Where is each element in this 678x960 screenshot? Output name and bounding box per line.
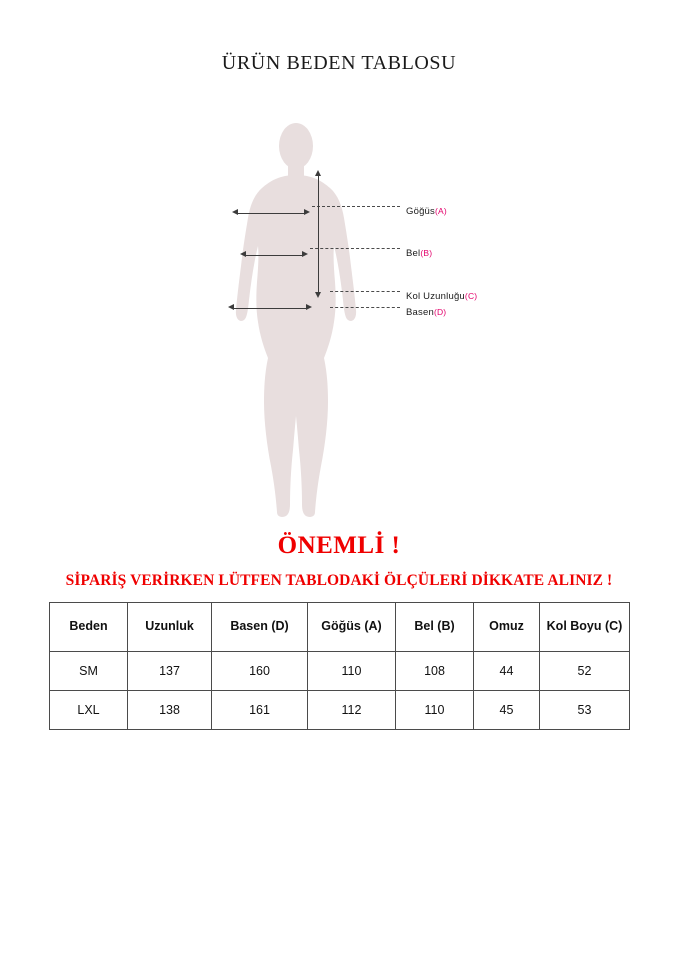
label-hips: [406, 307, 446, 318]
arrow-head-left-icon: [232, 209, 238, 215]
important-notice-subline: SİPARİŞ VERİRKEN LÜTFEN TABLODAKİ ÖLÇÜLERİ DİKKATE ALINIZ !: [65, 572, 613, 589]
label-chest-text: Göğüs: [406, 206, 435, 217]
table-header-cell: Basen (D): [212, 603, 308, 652]
label-chest-code: (A): [435, 206, 447, 216]
table-cell-size: SM: [50, 652, 128, 691]
leader-line-sleeve: [330, 291, 400, 292]
size-table-container: [49, 602, 629, 730]
table-row: [50, 652, 630, 691]
table-header-cell: Kol Boyu (C): [540, 603, 630, 652]
arrow-head-left-icon: [228, 304, 234, 310]
label-waist-text: Bel: [406, 248, 421, 259]
table-cell-waist: 108: [396, 652, 474, 691]
table-cell-chest: 110: [308, 652, 396, 691]
arrow-line: [245, 255, 303, 256]
measurement-chest: [232, 206, 310, 220]
table-header-cell: Omuz: [474, 603, 540, 652]
table-header-cell: Beden: [50, 603, 128, 652]
arrow-head-right-icon: [302, 251, 308, 257]
measurement-hips: [228, 301, 312, 315]
sleeve-length-line: [318, 174, 319, 294]
table-cell-shoulder: 44: [474, 652, 540, 691]
measurement-waist: [240, 248, 308, 262]
size-chart-figure: [0, 110, 678, 520]
label-hips-text: Basen: [406, 307, 434, 318]
table-cell-length: 138: [128, 691, 212, 730]
leader-line-waist: [310, 248, 400, 249]
arrow-head-left-icon: [240, 251, 246, 257]
label-sleeve-code: (C): [464, 291, 478, 301]
female-body-silhouette: [196, 120, 396, 525]
table-cell-waist: 110: [396, 691, 474, 730]
table-cell-sleeve: 53: [540, 691, 630, 730]
table-cell-size: LXL: [50, 691, 128, 730]
label-hips-code: (D): [433, 307, 447, 317]
table-header-cell: Göğüs (A): [308, 603, 396, 652]
table-cell-hips: 160: [212, 652, 308, 691]
leader-line-chest: [312, 206, 400, 207]
arrow-line: [233, 308, 307, 309]
table-header-cell: Bel (B): [396, 603, 474, 652]
leader-line-hips: [330, 307, 400, 308]
label-waist-code: (B): [420, 248, 433, 258]
label-sleeve-length: [406, 291, 477, 302]
arrow-line: [237, 213, 305, 214]
table-header-cell: Uzunluk: [128, 603, 212, 652]
table-cell-hips: 161: [212, 691, 308, 730]
arrow-head-right-icon: [304, 209, 310, 215]
table-cell-chest: 112: [308, 691, 396, 730]
table-row: [50, 691, 630, 730]
table-cell-sleeve: 52: [540, 652, 630, 691]
page-title: ÜRÜN BEDEN TABLOSU: [221, 52, 457, 74]
size-table: [49, 602, 630, 730]
label-chest: [406, 206, 447, 217]
label-sleeve-text: Kol Uzunluğu: [406, 291, 465, 302]
important-notice-headline: ÖNEMLİ !: [277, 532, 401, 559]
table-cell-shoulder: 45: [474, 691, 540, 730]
label-waist: [406, 248, 432, 259]
arrow-head-down-icon: [315, 292, 321, 298]
table-header-row: [50, 603, 630, 652]
table-cell-length: 137: [128, 652, 212, 691]
arrow-head-right-icon: [306, 304, 312, 310]
